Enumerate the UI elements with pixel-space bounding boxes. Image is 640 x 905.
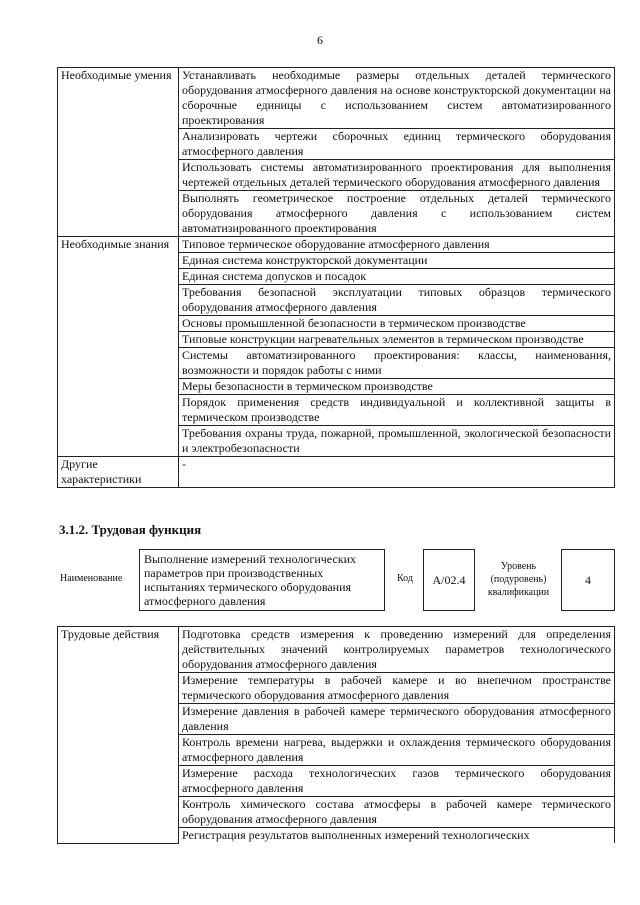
table-cell: Использовать системы автоматизированного проектирования для выполнения чертежей отдельных деталей термического оборудования атмосферного давления	[179, 160, 615, 191]
name-label: Наименование	[60, 573, 123, 584]
table-cell: Единая система конструкторской документации	[179, 253, 615, 269]
table-cell: Регистрация результатов выполненных измерений технологических	[179, 828, 615, 844]
table-cell: Контроль времени нагрева, выдержки и охлаждения термического оборудования атмосферного давления	[179, 735, 615, 766]
table-cell: Типовые конструкции нагревательных элементов в термическом производстве	[179, 332, 615, 348]
skills-knowledge-table	[57, 67, 615, 488]
table-row	[58, 457, 615, 488]
table-cell: Выполнять геометрическое построение отдельных деталей термического оборудования атмосферного давления с использованием систем автоматизированного проектирования	[179, 191, 615, 237]
row-label-skills: Необходимые умения	[58, 68, 179, 237]
code-box: A/02.4	[423, 549, 475, 611]
row-label-labor-actions: Трудовые действия	[58, 627, 179, 844]
section-heading: 3.1.2. Трудовая функция	[59, 522, 202, 537]
table-cell: Меры безопасности в термическом производстве	[179, 379, 615, 395]
table-cell: Системы автоматизированного проектирования: классы, наименования, возможности и порядок работы с ними	[179, 348, 615, 379]
labor-actions-table	[57, 626, 615, 844]
table-cell: Измерение температуры в рабочей камере и во внепечном пространстве термического оборудования атмосферного давления	[179, 673, 615, 704]
table-row	[58, 627, 615, 673]
function-name-box: Выполнение измерений технологических параметров при производственных испытаниях термического оборудования атмосферного давления	[139, 549, 385, 611]
table-cell: Порядок применения средств индивидуальной и коллективной защиты в термическом производстве	[179, 395, 615, 426]
table-cell: Подготовка средств измерения к проведению измерений для определения действительных значений контролируемых параметров технологического оборудования атмосферного давления	[179, 627, 615, 673]
table-cell: Устанавливать необходимые размеры отдельных деталей термического оборудования атмосферного давления на основе конструкторской документации на сборочные единицы с использованием систем автоматизированного проектирования	[179, 68, 615, 129]
table-cell: Основы промышленной безопасности в термическом производстве	[179, 316, 615, 332]
table-row	[58, 68, 615, 129]
table-cell: Требования охраны труда, пожарной, промышленной, экологической безопасности и электробезопасности	[179, 426, 615, 457]
page-number: 6	[317, 33, 323, 47]
table-row	[58, 237, 615, 253]
level-label: Уровень (подуровень) квалификации	[487, 561, 550, 598]
table-cell: -	[179, 457, 615, 488]
table-cell: Единая система допусков и посадок	[179, 269, 615, 285]
code-label: Код	[397, 573, 413, 584]
table-cell: Измерение давления в рабочей камере термического оборудования атмосферного давления	[179, 704, 615, 735]
table-cell: Измерение расхода технологических газов термического оборудования атмосферного давления	[179, 766, 615, 797]
table-cell: Контроль химического состава атмосферы в рабочей камере термического оборудования атмосферного давления	[179, 797, 615, 828]
row-label-knowledge: Необходимые знания	[58, 237, 179, 457]
row-label-other: Другие характеристики	[58, 457, 179, 488]
table-cell: Требования безопасной эксплуатации типовых образцов термического оборудования атмосферного давления	[179, 285, 615, 316]
table-cell: Типовое термическое оборудование атмосферного давления	[179, 237, 615, 253]
table-cell: Анализировать чертежи сборочных единиц термического оборудования атмосферного давления	[179, 129, 615, 160]
level-box: 4	[561, 549, 615, 611]
